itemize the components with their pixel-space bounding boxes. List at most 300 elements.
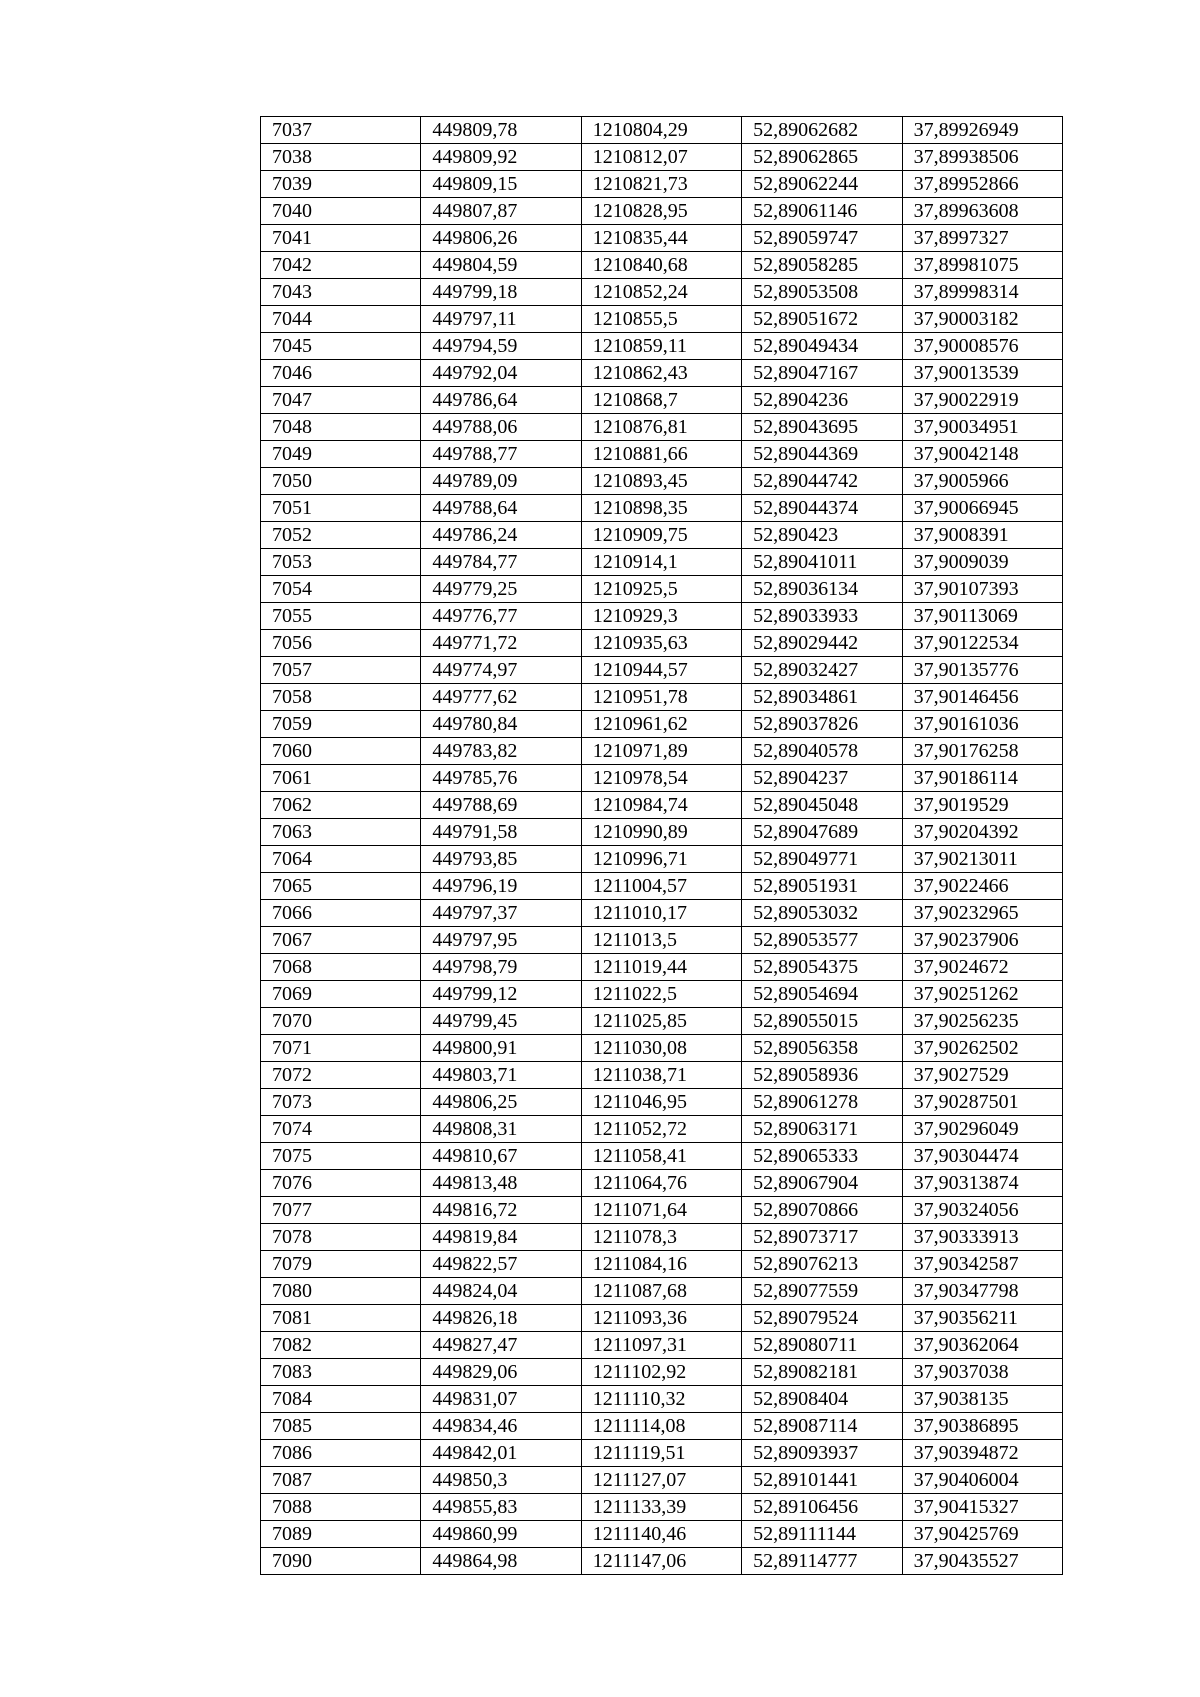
table-row	[261, 927, 1063, 954]
y-coordinate-cell: 1211010,17	[581, 900, 741, 927]
latitude-cell: 52,89106456	[742, 1494, 902, 1521]
latitude-cell: 52,89029442	[742, 630, 902, 657]
table-row	[261, 549, 1063, 576]
latitude-cell: 52,89049771	[742, 846, 902, 873]
table-row	[261, 279, 1063, 306]
table-row	[261, 630, 1063, 657]
y-coordinate-cell: 1211119,51	[581, 1440, 741, 1467]
x-coordinate-cell: 449864,98	[421, 1548, 581, 1575]
x-coordinate-cell: 449788,06	[421, 414, 581, 441]
table-row	[261, 576, 1063, 603]
latitude-cell: 52,89053032	[742, 900, 902, 927]
x-coordinate-cell: 449807,87	[421, 198, 581, 225]
latitude-cell: 52,89037826	[742, 711, 902, 738]
y-coordinate-cell: 1211038,71	[581, 1062, 741, 1089]
longitude-cell: 37,9024672	[902, 954, 1062, 981]
y-coordinate-cell: 1210990,89	[581, 819, 741, 846]
point-number-cell: 7062	[261, 792, 421, 819]
table-row	[261, 1224, 1063, 1251]
table-row	[261, 306, 1063, 333]
table-row	[261, 846, 1063, 873]
coordinates-table-body	[261, 117, 1063, 1575]
y-coordinate-cell: 1211064,76	[581, 1170, 741, 1197]
table-row	[261, 1251, 1063, 1278]
longitude-cell: 37,90008576	[902, 333, 1062, 360]
longitude-cell: 37,90296049	[902, 1116, 1062, 1143]
longitude-cell: 37,90237906	[902, 927, 1062, 954]
latitude-cell: 52,89079524	[742, 1305, 902, 1332]
latitude-cell: 52,89073717	[742, 1224, 902, 1251]
point-number-cell: 7086	[261, 1440, 421, 1467]
x-coordinate-cell: 449800,91	[421, 1035, 581, 1062]
table-row	[261, 1467, 1063, 1494]
table-row	[261, 873, 1063, 900]
longitude-cell: 37,90287501	[902, 1089, 1062, 1116]
table-row	[261, 198, 1063, 225]
x-coordinate-cell: 449796,19	[421, 873, 581, 900]
table-row	[261, 900, 1063, 927]
point-number-cell: 7061	[261, 765, 421, 792]
longitude-cell: 37,90232965	[902, 900, 1062, 927]
x-coordinate-cell: 449827,47	[421, 1332, 581, 1359]
table-row	[261, 1413, 1063, 1440]
point-number-cell: 7058	[261, 684, 421, 711]
table-row	[261, 1116, 1063, 1143]
longitude-cell: 37,89981075	[902, 252, 1062, 279]
y-coordinate-cell: 1210855,5	[581, 306, 741, 333]
latitude-cell: 52,89067904	[742, 1170, 902, 1197]
longitude-cell: 37,90313874	[902, 1170, 1062, 1197]
y-coordinate-cell: 1211025,85	[581, 1008, 741, 1035]
longitude-cell: 37,90113069	[902, 603, 1062, 630]
y-coordinate-cell: 1210876,81	[581, 414, 741, 441]
point-number-cell: 7067	[261, 927, 421, 954]
point-number-cell: 7053	[261, 549, 421, 576]
latitude-cell: 52,89044369	[742, 441, 902, 468]
x-coordinate-cell: 449779,25	[421, 576, 581, 603]
x-coordinate-cell: 449794,59	[421, 333, 581, 360]
longitude-cell: 37,9027529	[902, 1062, 1062, 1089]
latitude-cell: 52,8908404	[742, 1386, 902, 1413]
y-coordinate-cell: 1210935,63	[581, 630, 741, 657]
table-row	[261, 819, 1063, 846]
y-coordinate-cell: 1210859,11	[581, 333, 741, 360]
x-coordinate-cell: 449776,77	[421, 603, 581, 630]
longitude-cell: 37,90356211	[902, 1305, 1062, 1332]
point-number-cell: 7083	[261, 1359, 421, 1386]
table-row	[261, 1359, 1063, 1386]
latitude-cell: 52,89058285	[742, 252, 902, 279]
point-number-cell: 7078	[261, 1224, 421, 1251]
table-row	[261, 1548, 1063, 1575]
point-number-cell: 7073	[261, 1089, 421, 1116]
table-row	[261, 171, 1063, 198]
longitude-cell: 37,9009039	[902, 549, 1062, 576]
table-row	[261, 657, 1063, 684]
longitude-cell: 37,90013539	[902, 360, 1062, 387]
table-row	[261, 252, 1063, 279]
y-coordinate-cell: 1211110,32	[581, 1386, 741, 1413]
point-number-cell: 7079	[261, 1251, 421, 1278]
y-coordinate-cell: 1210961,62	[581, 711, 741, 738]
x-coordinate-cell: 449834,46	[421, 1413, 581, 1440]
table-row	[261, 1494, 1063, 1521]
point-number-cell: 7052	[261, 522, 421, 549]
x-coordinate-cell: 449777,62	[421, 684, 581, 711]
y-coordinate-cell: 1210893,45	[581, 468, 741, 495]
latitude-cell: 52,89114777	[742, 1548, 902, 1575]
latitude-cell: 52,89093937	[742, 1440, 902, 1467]
point-number-cell: 7088	[261, 1494, 421, 1521]
point-number-cell: 7039	[261, 171, 421, 198]
y-coordinate-cell: 1210835,44	[581, 225, 741, 252]
point-number-cell: 7047	[261, 387, 421, 414]
longitude-cell: 37,90406004	[902, 1467, 1062, 1494]
x-coordinate-cell: 449806,25	[421, 1089, 581, 1116]
x-coordinate-cell: 449799,45	[421, 1008, 581, 1035]
table-row	[261, 1062, 1063, 1089]
table-row	[261, 1278, 1063, 1305]
table-row	[261, 441, 1063, 468]
y-coordinate-cell: 1210868,7	[581, 387, 741, 414]
x-coordinate-cell: 449806,26	[421, 225, 581, 252]
longitude-cell: 37,9022466	[902, 873, 1062, 900]
longitude-cell: 37,9005966	[902, 468, 1062, 495]
latitude-cell: 52,89065333	[742, 1143, 902, 1170]
point-number-cell: 7059	[261, 711, 421, 738]
point-number-cell: 7065	[261, 873, 421, 900]
longitude-cell: 37,90003182	[902, 306, 1062, 333]
x-coordinate-cell: 449792,04	[421, 360, 581, 387]
table-row	[261, 954, 1063, 981]
y-coordinate-cell: 1210840,68	[581, 252, 741, 279]
x-coordinate-cell: 449788,77	[421, 441, 581, 468]
point-number-cell: 7087	[261, 1467, 421, 1494]
latitude-cell: 52,89036134	[742, 576, 902, 603]
y-coordinate-cell: 1211058,41	[581, 1143, 741, 1170]
y-coordinate-cell: 1210852,24	[581, 279, 741, 306]
x-coordinate-cell: 449793,85	[421, 846, 581, 873]
longitude-cell: 37,90425769	[902, 1521, 1062, 1548]
x-coordinate-cell: 449797,37	[421, 900, 581, 927]
x-coordinate-cell: 449850,3	[421, 1467, 581, 1494]
point-number-cell: 7075	[261, 1143, 421, 1170]
point-number-cell: 7050	[261, 468, 421, 495]
point-number-cell: 7081	[261, 1305, 421, 1332]
x-coordinate-cell: 449826,18	[421, 1305, 581, 1332]
table-row	[261, 333, 1063, 360]
table-row	[261, 387, 1063, 414]
y-coordinate-cell: 1210925,5	[581, 576, 741, 603]
latitude-cell: 52,89044374	[742, 495, 902, 522]
longitude-cell: 37,90161036	[902, 711, 1062, 738]
longitude-cell: 37,90304474	[902, 1143, 1062, 1170]
latitude-cell: 52,89063171	[742, 1116, 902, 1143]
x-coordinate-cell: 449797,95	[421, 927, 581, 954]
y-coordinate-cell: 1210898,35	[581, 495, 741, 522]
table-row	[261, 414, 1063, 441]
y-coordinate-cell: 1211022,5	[581, 981, 741, 1008]
y-coordinate-cell: 1210821,73	[581, 171, 741, 198]
x-coordinate-cell: 449785,76	[421, 765, 581, 792]
latitude-cell: 52,890423	[742, 522, 902, 549]
y-coordinate-cell: 1211084,16	[581, 1251, 741, 1278]
x-coordinate-cell: 449780,84	[421, 711, 581, 738]
table-row	[261, 1305, 1063, 1332]
point-number-cell: 7063	[261, 819, 421, 846]
x-coordinate-cell: 449824,04	[421, 1278, 581, 1305]
longitude-cell: 37,90415327	[902, 1494, 1062, 1521]
x-coordinate-cell: 449809,92	[421, 144, 581, 171]
y-coordinate-cell: 1211013,5	[581, 927, 741, 954]
latitude-cell: 52,89047167	[742, 360, 902, 387]
table-row	[261, 765, 1063, 792]
longitude-cell: 37,90342587	[902, 1251, 1062, 1278]
point-number-cell: 7060	[261, 738, 421, 765]
point-number-cell: 7054	[261, 576, 421, 603]
x-coordinate-cell: 449799,12	[421, 981, 581, 1008]
x-coordinate-cell: 449810,67	[421, 1143, 581, 1170]
latitude-cell: 52,89034861	[742, 684, 902, 711]
longitude-cell: 37,90204392	[902, 819, 1062, 846]
longitude-cell: 37,89963608	[902, 198, 1062, 225]
coordinates-table	[260, 116, 1063, 1575]
latitude-cell: 52,89062865	[742, 144, 902, 171]
y-coordinate-cell: 1210828,95	[581, 198, 741, 225]
latitude-cell: 52,89045048	[742, 792, 902, 819]
latitude-cell: 52,89087114	[742, 1413, 902, 1440]
longitude-cell: 37,9008391	[902, 522, 1062, 549]
point-number-cell: 7041	[261, 225, 421, 252]
latitude-cell: 52,89055015	[742, 1008, 902, 1035]
table-row	[261, 144, 1063, 171]
longitude-cell: 37,90347798	[902, 1278, 1062, 1305]
y-coordinate-cell: 1210996,71	[581, 846, 741, 873]
table-row	[261, 792, 1063, 819]
y-coordinate-cell: 1211147,06	[581, 1548, 741, 1575]
x-coordinate-cell: 449831,07	[421, 1386, 581, 1413]
x-coordinate-cell: 449788,64	[421, 495, 581, 522]
point-number-cell: 7042	[261, 252, 421, 279]
longitude-cell: 37,90042148	[902, 441, 1062, 468]
point-number-cell: 7044	[261, 306, 421, 333]
x-coordinate-cell: 449788,69	[421, 792, 581, 819]
latitude-cell: 52,89044742	[742, 468, 902, 495]
latitude-cell: 52,89061146	[742, 198, 902, 225]
longitude-cell: 37,90435527	[902, 1548, 1062, 1575]
x-coordinate-cell: 449798,79	[421, 954, 581, 981]
longitude-cell: 37,90394872	[902, 1440, 1062, 1467]
table-row	[261, 1170, 1063, 1197]
latitude-cell: 52,89032427	[742, 657, 902, 684]
longitude-cell: 37,90034951	[902, 414, 1062, 441]
y-coordinate-cell: 1210914,1	[581, 549, 741, 576]
point-number-cell: 7038	[261, 144, 421, 171]
longitude-cell: 37,9038135	[902, 1386, 1062, 1413]
latitude-cell: 52,89053508	[742, 279, 902, 306]
x-coordinate-cell: 449819,84	[421, 1224, 581, 1251]
table-row	[261, 684, 1063, 711]
latitude-cell: 52,89101441	[742, 1467, 902, 1494]
y-coordinate-cell: 1211114,08	[581, 1413, 741, 1440]
point-number-cell: 7057	[261, 657, 421, 684]
latitude-cell: 52,89111144	[742, 1521, 902, 1548]
y-coordinate-cell: 1210804,29	[581, 117, 741, 144]
point-number-cell: 7090	[261, 1548, 421, 1575]
table-row	[261, 1197, 1063, 1224]
y-coordinate-cell: 1210944,57	[581, 657, 741, 684]
table-row	[261, 1089, 1063, 1116]
y-coordinate-cell: 1210984,74	[581, 792, 741, 819]
longitude-cell: 37,89926949	[902, 117, 1062, 144]
x-coordinate-cell: 449813,48	[421, 1170, 581, 1197]
latitude-cell: 52,89047689	[742, 819, 902, 846]
point-number-cell: 7051	[261, 495, 421, 522]
longitude-cell: 37,89998314	[902, 279, 1062, 306]
x-coordinate-cell: 449842,01	[421, 1440, 581, 1467]
table-row	[261, 468, 1063, 495]
longitude-cell: 37,90362064	[902, 1332, 1062, 1359]
point-number-cell: 7049	[261, 441, 421, 468]
point-number-cell: 7070	[261, 1008, 421, 1035]
latitude-cell: 52,89058936	[742, 1062, 902, 1089]
x-coordinate-cell: 449804,59	[421, 252, 581, 279]
x-coordinate-cell: 449809,15	[421, 171, 581, 198]
table-row	[261, 225, 1063, 252]
table-row	[261, 1008, 1063, 1035]
point-number-cell: 7046	[261, 360, 421, 387]
point-number-cell: 7072	[261, 1062, 421, 1089]
longitude-cell: 37,90107393	[902, 576, 1062, 603]
y-coordinate-cell: 1211133,39	[581, 1494, 741, 1521]
longitude-cell: 37,90262502	[902, 1035, 1062, 1062]
latitude-cell: 52,89080711	[742, 1332, 902, 1359]
y-coordinate-cell: 1211127,07	[581, 1467, 741, 1494]
y-coordinate-cell: 1210978,54	[581, 765, 741, 792]
y-coordinate-cell: 1210929,3	[581, 603, 741, 630]
table-row	[261, 495, 1063, 522]
y-coordinate-cell: 1211078,3	[581, 1224, 741, 1251]
latitude-cell: 52,89054375	[742, 954, 902, 981]
table-row	[261, 1143, 1063, 1170]
point-number-cell: 7076	[261, 1170, 421, 1197]
longitude-cell: 37,90135776	[902, 657, 1062, 684]
longitude-cell: 37,90176258	[902, 738, 1062, 765]
point-number-cell: 7043	[261, 279, 421, 306]
table-row	[261, 1332, 1063, 1359]
y-coordinate-cell: 1211052,72	[581, 1116, 741, 1143]
point-number-cell: 7085	[261, 1413, 421, 1440]
x-coordinate-cell: 449809,78	[421, 117, 581, 144]
y-coordinate-cell: 1211071,64	[581, 1197, 741, 1224]
point-number-cell: 7037	[261, 117, 421, 144]
longitude-cell: 37,90386895	[902, 1413, 1062, 1440]
point-number-cell: 7082	[261, 1332, 421, 1359]
latitude-cell: 52,89051672	[742, 306, 902, 333]
x-coordinate-cell: 449816,72	[421, 1197, 581, 1224]
y-coordinate-cell: 1211004,57	[581, 873, 741, 900]
latitude-cell: 52,89059747	[742, 225, 902, 252]
x-coordinate-cell: 449855,83	[421, 1494, 581, 1521]
latitude-cell: 52,89082181	[742, 1359, 902, 1386]
latitude-cell: 52,89041011	[742, 549, 902, 576]
latitude-cell: 52,89062682	[742, 117, 902, 144]
longitude-cell: 37,8997327	[902, 225, 1062, 252]
point-number-cell: 7074	[261, 1116, 421, 1143]
y-coordinate-cell: 1210971,89	[581, 738, 741, 765]
y-coordinate-cell: 1211140,46	[581, 1521, 741, 1548]
latitude-cell: 52,89062244	[742, 171, 902, 198]
latitude-cell: 52,89053577	[742, 927, 902, 954]
latitude-cell: 52,8904236	[742, 387, 902, 414]
y-coordinate-cell: 1210862,43	[581, 360, 741, 387]
y-coordinate-cell: 1211093,36	[581, 1305, 741, 1332]
latitude-cell: 52,89077559	[742, 1278, 902, 1305]
latitude-cell: 52,89061278	[742, 1089, 902, 1116]
x-coordinate-cell: 449808,31	[421, 1116, 581, 1143]
longitude-cell: 37,90251262	[902, 981, 1062, 1008]
latitude-cell: 52,89040578	[742, 738, 902, 765]
point-number-cell: 7080	[261, 1278, 421, 1305]
y-coordinate-cell: 1210909,75	[581, 522, 741, 549]
table-row	[261, 117, 1063, 144]
y-coordinate-cell: 1210881,66	[581, 441, 741, 468]
x-coordinate-cell: 449822,57	[421, 1251, 581, 1278]
table-row	[261, 1521, 1063, 1548]
x-coordinate-cell: 449786,24	[421, 522, 581, 549]
point-number-cell: 7068	[261, 954, 421, 981]
table-row	[261, 360, 1063, 387]
latitude-cell: 52,89070866	[742, 1197, 902, 1224]
x-coordinate-cell: 449791,58	[421, 819, 581, 846]
latitude-cell: 52,89033933	[742, 603, 902, 630]
y-coordinate-cell: 1210951,78	[581, 684, 741, 711]
latitude-cell: 52,89056358	[742, 1035, 902, 1062]
longitude-cell: 37,90256235	[902, 1008, 1062, 1035]
x-coordinate-cell: 449786,64	[421, 387, 581, 414]
point-number-cell: 7056	[261, 630, 421, 657]
table-row	[261, 603, 1063, 630]
longitude-cell: 37,89938506	[902, 144, 1062, 171]
y-coordinate-cell: 1210812,07	[581, 144, 741, 171]
longitude-cell: 37,90146456	[902, 684, 1062, 711]
longitude-cell: 37,90324056	[902, 1197, 1062, 1224]
point-number-cell: 7077	[261, 1197, 421, 1224]
x-coordinate-cell: 449829,06	[421, 1359, 581, 1386]
point-number-cell: 7045	[261, 333, 421, 360]
x-coordinate-cell: 449799,18	[421, 279, 581, 306]
x-coordinate-cell: 449771,72	[421, 630, 581, 657]
latitude-cell: 52,89076213	[742, 1251, 902, 1278]
latitude-cell: 52,89054694	[742, 981, 902, 1008]
x-coordinate-cell: 449774,97	[421, 657, 581, 684]
x-coordinate-cell: 449797,11	[421, 306, 581, 333]
longitude-cell: 37,90066945	[902, 495, 1062, 522]
point-number-cell: 7089	[261, 1521, 421, 1548]
table-row	[261, 1035, 1063, 1062]
y-coordinate-cell: 1211019,44	[581, 954, 741, 981]
table-row	[261, 1440, 1063, 1467]
y-coordinate-cell: 1211087,68	[581, 1278, 741, 1305]
x-coordinate-cell: 449860,99	[421, 1521, 581, 1548]
x-coordinate-cell: 449784,77	[421, 549, 581, 576]
longitude-cell: 37,90022919	[902, 387, 1062, 414]
point-number-cell: 7071	[261, 1035, 421, 1062]
table-row	[261, 1386, 1063, 1413]
table-row	[261, 738, 1063, 765]
x-coordinate-cell: 449783,82	[421, 738, 581, 765]
y-coordinate-cell: 1211046,95	[581, 1089, 741, 1116]
